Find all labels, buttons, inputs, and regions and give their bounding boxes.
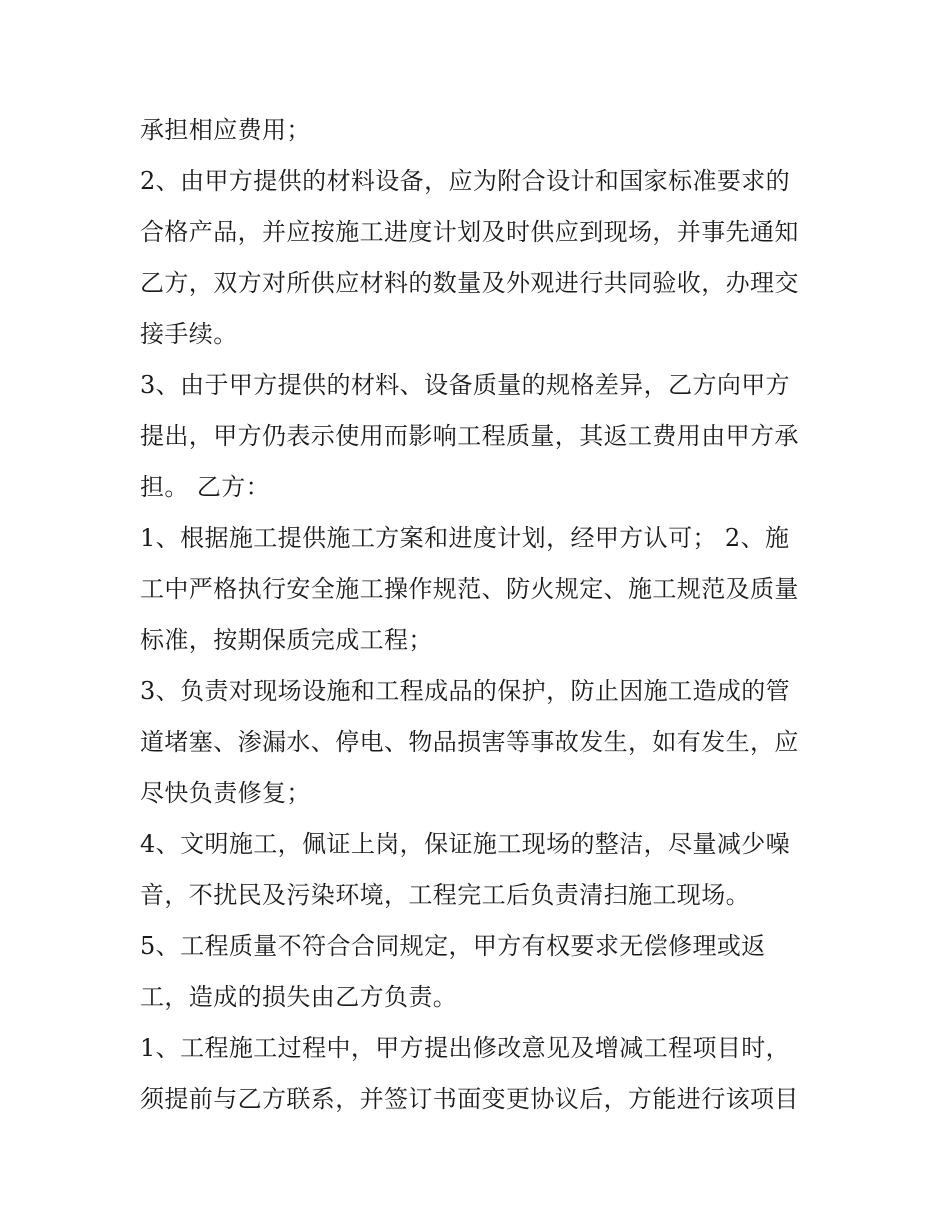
text-line: 担。 乙方：	[140, 473, 271, 501]
text-line: 工中严格执行安全施工操作规范、防火规定、施工规范及质量	[140, 575, 799, 603]
text-line: 乙方，双方对所供应材料的数量及外观进行共同验收，办理交	[140, 269, 799, 297]
text-line: 提出，甲方仍表示使用而影响工程质量，其返工费用由甲方承	[140, 422, 799, 450]
text-line: 3、由于甲方提供的材料、设备质量的规格差异，乙方向甲方	[140, 371, 791, 399]
text-line: 3、负责对现场设施和工程成品的保护，防止因施工造成的管	[140, 677, 791, 705]
text-line: 合格产品，并应按施工进度计划及时供应到现场，并事先通知	[140, 218, 799, 246]
text-line: 承担相应费用；	[140, 116, 311, 144]
text-line: 1、根据施工提供施工方案和进度计划，经甲方认可； 2、施	[140, 524, 790, 552]
text-line: 音，不扰民及污染环境，工程完工后负责清扫施工现场。	[140, 881, 750, 909]
text-line: 5、工程质量不符合合同规定，甲方有权要求无偿修理或返	[140, 932, 766, 960]
text-line: 须提前与乙方联系，并签订书面变更协议后，方能进行该项目	[140, 1085, 799, 1113]
text-line: 标准，按期保质完成工程；	[140, 626, 433, 654]
text-line: 工，造成的损失由乙方负责。	[140, 983, 458, 1011]
text-line: 2、由甲方提供的材料设备，应为附合设计和国家标准要求的	[140, 167, 791, 195]
text-line: 尽快负责修复；	[140, 779, 311, 807]
text-line: 4、文明施工，佩证上岗，保证施工现场的整洁，尽量减少噪	[140, 830, 791, 858]
text-line: 1、工程施工过程中，甲方提出修改意见及增减工程项目时，	[140, 1034, 791, 1062]
text-line: 道堵塞、渗漏水、停电、物品损害等事故发生，如有发生，应	[140, 728, 799, 756]
text-line: 接手续。	[140, 320, 238, 348]
